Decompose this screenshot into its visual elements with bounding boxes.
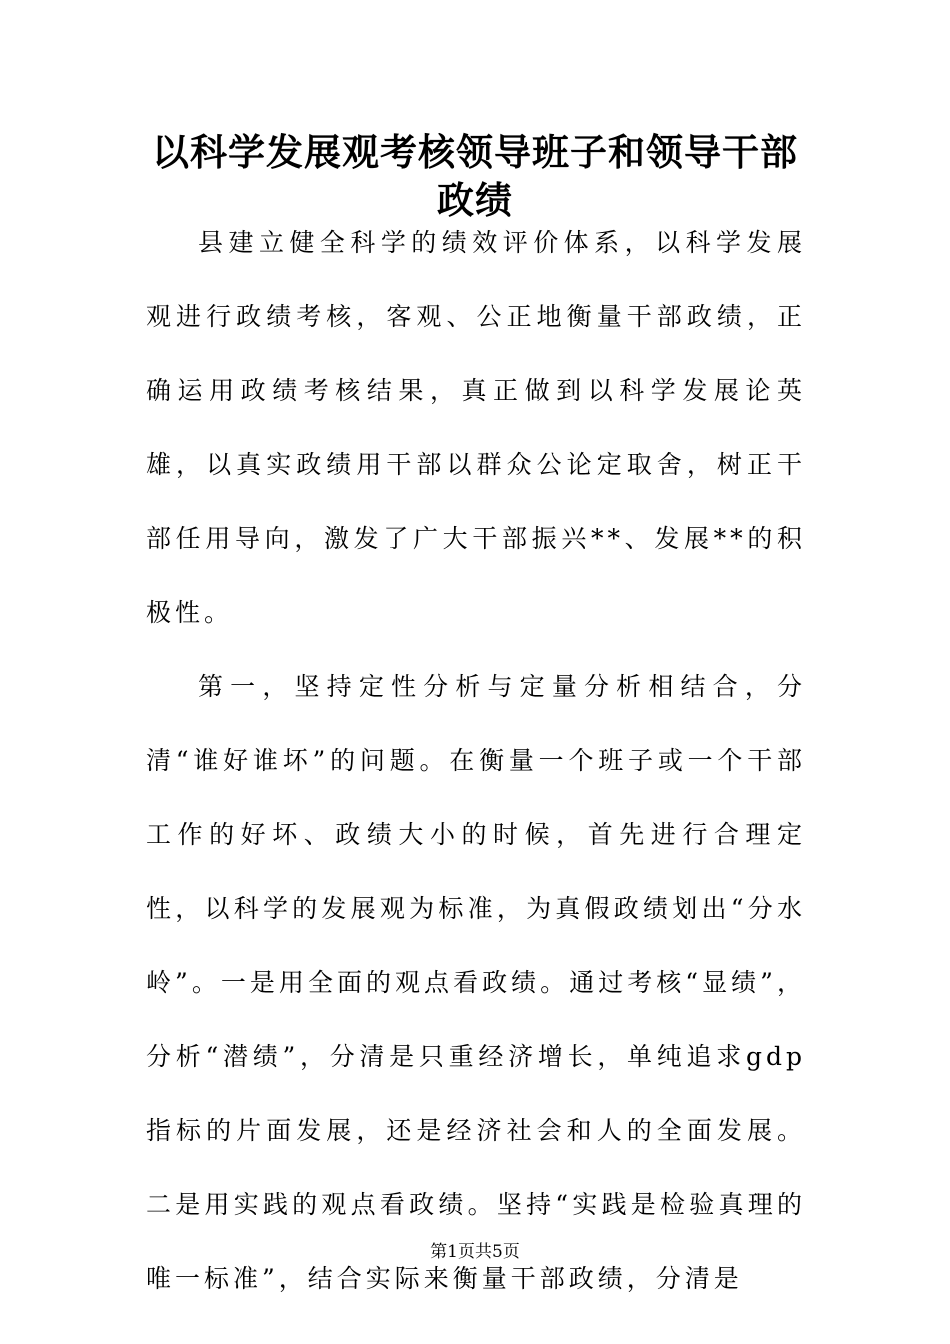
paragraph-first-point: 第一，坚持定性分析与定量分析相结合，分清“谁好谁坏”的问题。在衡量一个班子或一个干部工作的好坏、政绩大小的时候，首先进行合理定性，以科学的发展观为标准，为真假政绩划出“分水岭”。一是用全面的观点看政绩。通过考核“显绩”，分析“潜绩”，分清是只重经济增长，单纯追求gdp指标的片面发展，还是经济社会和人的全面发展。二是用实践的观点看政绩。坚持“实践是检验真理的唯一标准”，结合实际来衡量干部政绩，分清是 [146,672,806,1293]
document-body [146,206,806,1316]
page-number: 第1页 [430,1242,475,1262]
page-total: 共5页 [475,1242,520,1262]
page-footer [0,1240,950,1264]
paragraph-intro: 县建立健全科学的绩效评价体系，以科学发展观进行政绩考核，客观、公正地衡量干部政绩，正确运用政绩考核结果，真正做到以科学发展论英雄，以真实政绩用干部以群众公论定取舍，树正干部任用导向，激发了广大干部振兴**、发展**的积极性。 [146,228,806,627]
document-title: 以科学发展观考核领导班子和领导干部政绩 [152,130,798,222]
